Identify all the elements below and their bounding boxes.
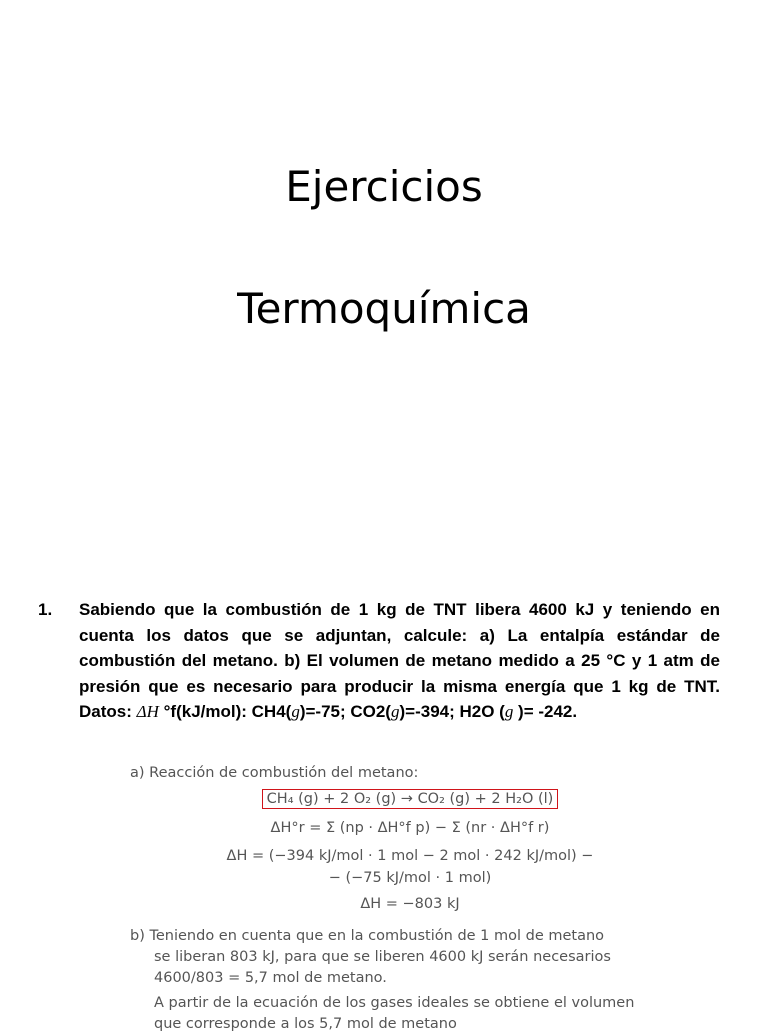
exercise-statement: [79, 597, 720, 725]
calculation-line-2: − (−75 kJ/mol · 1 mol): [328, 870, 492, 886]
statement-part-5: )= -242.: [513, 702, 578, 721]
solution-b-line-2: se liberan 803 kJ, para que se liberen 4600 kJ serán necesarios: [154, 949, 611, 965]
title-ejercicios: Ejercicios: [285, 162, 483, 211]
statement-part-1: Sabiendo que la combustión de 1 kg de TNT libera 4600 kJ y teniendo en cuenta los datos que se adjuntan, calcule: a) La entalpía estándar de combustión del metano. b) El volumen de metano medido a 25 °C y 1 atm de presión que es necesario para producir la misma energía que 1 kg de TNT. Datos:: [79, 600, 720, 721]
exercise-number: 1.: [38, 600, 53, 619]
enthalpy-result: ΔH = −803 kJ: [360, 896, 460, 912]
highlighted-equation: CH₄ (g) + 2 O₂ (g) → CO₂ (g) + 2 H₂O (l): [262, 789, 559, 809]
enthalpy-formula: ΔH°r = Σ (np · ΔH°f p) − Σ (nr · ΔH°f r): [270, 820, 550, 836]
solution-b-line-5: que corresponde a los 5,7 mol de metano: [154, 1016, 457, 1032]
solution-a-header: a) Reacción de combustión del metano:: [130, 765, 419, 781]
calculation-line-1: ΔH = (−394 kJ/mol · 1 mol − 2 mol · 242 kJ/mol) −: [226, 848, 594, 864]
gas-state-2: g: [390, 702, 400, 721]
delta-h-symbol: ΔH: [136, 702, 159, 721]
combustion-equation-row: [130, 789, 690, 809]
gas-state-1: g: [291, 702, 300, 721]
gas-state-3: g: [504, 702, 514, 721]
exercise-1: [38, 597, 720, 725]
statement-part-2: °f(kJ/mol): CH4(: [158, 702, 292, 721]
solution-b-line-1: b) Teniendo en cuenta que en la combustión de 1 mol de metano: [130, 928, 605, 944]
solution-b-line-4: A partir de la ecuación de los gases ideales se obtiene el volumen: [154, 995, 635, 1011]
title-termoquimica: Termoquímica: [237, 284, 531, 333]
solution-b-line-3: 4600/803 = 5,7 mol de metano.: [154, 970, 387, 986]
statement-part-3: )=-75; CO2(: [299, 702, 391, 721]
statement-part-4: )=-394; H2O (: [399, 702, 505, 721]
